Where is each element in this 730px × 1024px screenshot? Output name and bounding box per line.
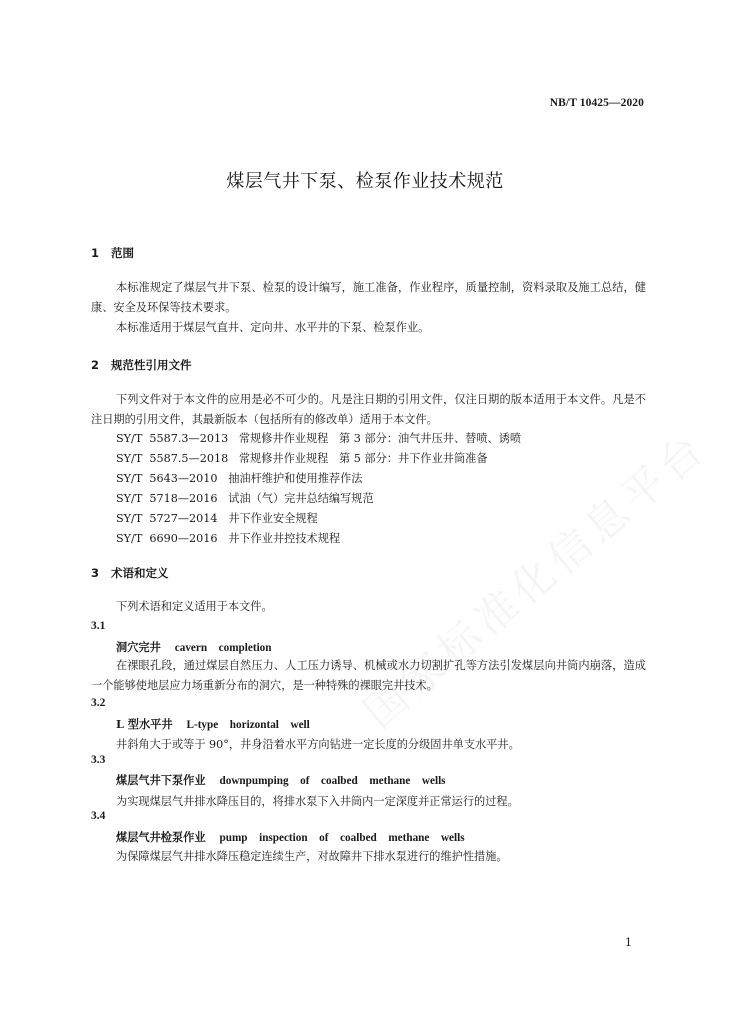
reference-item: SY/T 5587.5—2018 常规修井作业规程 第 5 部分：井下作业井筒准备 — [116, 452, 488, 465]
section-number: 1 — [91, 246, 100, 260]
section-2-heading — [91, 357, 192, 373]
term-chinese: L 型水平井 — [116, 717, 173, 731]
term-heading — [116, 772, 446, 788]
standard-code: NB/T 10425—2020 — [549, 97, 644, 109]
section-2-paragraph-1: 下列文件对于本文件的应用是必不可少的。凡是注日期的引用文件，仅注日期的版本适用于本文件。凡是不注日期的引用文件，其最新版本（包括所有的修改单）适用于本文件。 — [91, 393, 646, 426]
reference-item: SY/T 5718—2016 试油（气）完井总结编写规范 — [116, 492, 374, 505]
reference-item: SY/T 5643—2010 抽油杆维护和使用推荐作法 — [116, 472, 363, 485]
term-heading — [116, 639, 272, 655]
section-3-heading — [91, 565, 169, 581]
section-1-heading — [91, 245, 134, 261]
reference-item: SY/T 5587.3—2013 常规修井作业规程 第 3 部分：油气井压井、替喷、诱喷 — [116, 432, 522, 445]
term-chinese: 煤层气井检泵作业 — [116, 830, 206, 844]
term-english: L-type horizontal well — [186, 719, 310, 731]
section-title: 术语和定义 — [111, 566, 169, 580]
section-number: 2 — [91, 358, 100, 372]
page-number: 1 — [625, 936, 632, 949]
section-title: 范围 — [111, 246, 134, 260]
reference-item: SY/T 6690—2016 井下作业井控技术规程 — [116, 532, 341, 545]
document-title: 煤层气井下泵、检泵作业技术规范 — [226, 171, 504, 192]
term-english: downpumping of coalbed methane wells — [219, 775, 446, 787]
section-1-paragraph-1: 本标准规定了煤层气井下泵、检泵的设计编写，施工准备，作业程序，质量控制，资料录取及施工总结，健康、安全及环保等技术要求。 — [91, 281, 646, 314]
term-definition: 井斜角大于或等于 90°，井身沿着水平方向钻进一定长度的分级固井单支水平井。 — [116, 738, 520, 751]
term-english: cavern completion — [174, 642, 272, 654]
term-number: 3.4 — [91, 810, 106, 822]
term-definition: 为保障煤层气井排水降压稳定连续生产，对故障井下排水泵进行的维护性措施。 — [116, 850, 508, 863]
term-number: 3.3 — [91, 754, 106, 766]
term-heading — [116, 716, 310, 732]
reference-item: SY/T 5727—2014 井下作业安全规程 — [116, 512, 318, 525]
term-number: 3.2 — [91, 697, 106, 709]
term-definition: 为实现煤层气井排水降压目的，将排水泵下入井筒内一定深度并正常运行的过程。 — [116, 795, 519, 808]
section-1-paragraph-2: 本标准适用于煤层气直井、定向井、水平井的下泵、检泵作业。 — [116, 321, 430, 334]
section-number: 3 — [91, 566, 100, 580]
term-definition: 在裸眼孔段，通过煤层自然压力、人工压力诱导、机械或水力切割扩孔等方法引发煤层向井筒内崩落，造成一个能够使地层应力场重新分布的洞穴，是一种特殊的裸眼完井技术。 — [91, 659, 646, 692]
term-heading — [116, 829, 465, 845]
term-chinese: 煤层气井下泵作业 — [116, 773, 206, 787]
term-number: 3.1 — [91, 620, 106, 632]
term-english: pump inspection of coalbed methane wells — [219, 832, 465, 844]
section-3-intro: 下列术语和定义适用于本文件。 — [116, 600, 273, 613]
term-chinese: 洞穴完井 — [116, 640, 161, 654]
section-title: 规范性引用文件 — [111, 358, 192, 372]
